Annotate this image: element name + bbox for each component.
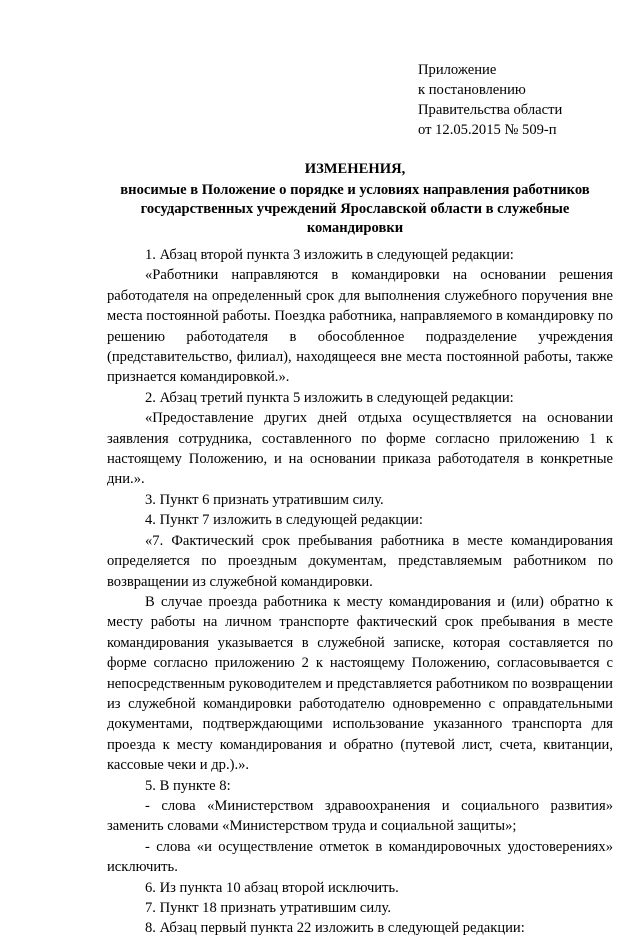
body-paragraph: - слова «и осуществление отметок в командировочных удостоверениях» исключить. (107, 838, 613, 876)
body-paragraph: «Работники направляются в командировки на основании решения работодателя на определенный срок для выполнения служебного поручения вне места постоянной работы. Поездка работника, направляемого в командировку по решению работодателя в обособленное подразделение учреждения (представительство, филиал), находящееся вне места постоянной работы, также признается командировкой.». (107, 267, 613, 386)
body-paragraph: 3. Пункт 6 признать утратившим силу. (145, 491, 384, 508)
body-paragraph: 6. Из пункта 10 абзац второй исключить. (145, 879, 399, 896)
appendix-header-line: от 12.05.2015 № 509-п (418, 122, 557, 138)
body-paragraph: «7. Фактический срок пребывания работника в месте командирования определяется по проездным документам, представляемым работником по возвращении из служебной командировки. (107, 532, 613, 590)
document-body (107, 245, 613, 939)
title-heading: ИЗМЕНЕНИЯ, (304, 161, 406, 177)
body-paragraph: 8. Абзац первый пункта 22 изложить в следующей редакции: (145, 920, 525, 937)
appendix-header (418, 60, 628, 140)
body-paragraph: 1. Абзац второй пункта 3 изложить в следующей редакции: (145, 247, 514, 263)
body-paragraph: 2. Абзац третий пункта 5 изложить в следующей редакции: (145, 389, 514, 406)
appendix-header-line: Приложение (418, 62, 497, 78)
document-title (100, 160, 610, 238)
appendix-header-line: Правительства области (418, 102, 563, 118)
body-paragraph: 4. Пункт 7 изложить в следующей редакции: (145, 512, 423, 529)
body-paragraph: В случае проезда работника к месту командирования и (или) обратно к месту работы на личном транспорте фактический срок пребывания в месте командирования указывается в служебной записке, которая составляется по форме согласно приложению 2 к настоящему Положению, согласовывается с непосредственным руководителем и представляется работником по возвращении из служебной командировки работодателю одновременно с оправдательными документами, подтверждающими использование указанного транспорта для проезда к месту командирования и обратно (путевой лист, счета, квитанции, кассовые чеки и др.).». (107, 593, 613, 774)
body-paragraph: 7. Пункт 18 признать утратившим силу. (145, 900, 391, 916)
appendix-header-line: к постановлению (418, 82, 526, 98)
body-paragraph: 5. В пункте 8: (145, 777, 231, 794)
title-subtitle: вносимые в Положение о порядке и условиях направления работников государственных учреждений Ярославской области в служебные командировки (120, 182, 590, 236)
body-paragraph: - слова «Министерством здравоохранения и социального развития» заменить словами «Министерством труда и социальной защиты»; (107, 797, 613, 835)
body-paragraph: «Предоставление других дней отдыха осуществляется на основании заявления сотрудника, составленного по форме согласно приложению 1 к настоящему Положению, и на основании приказа работодателя в конкретные дни.». (107, 410, 613, 488)
